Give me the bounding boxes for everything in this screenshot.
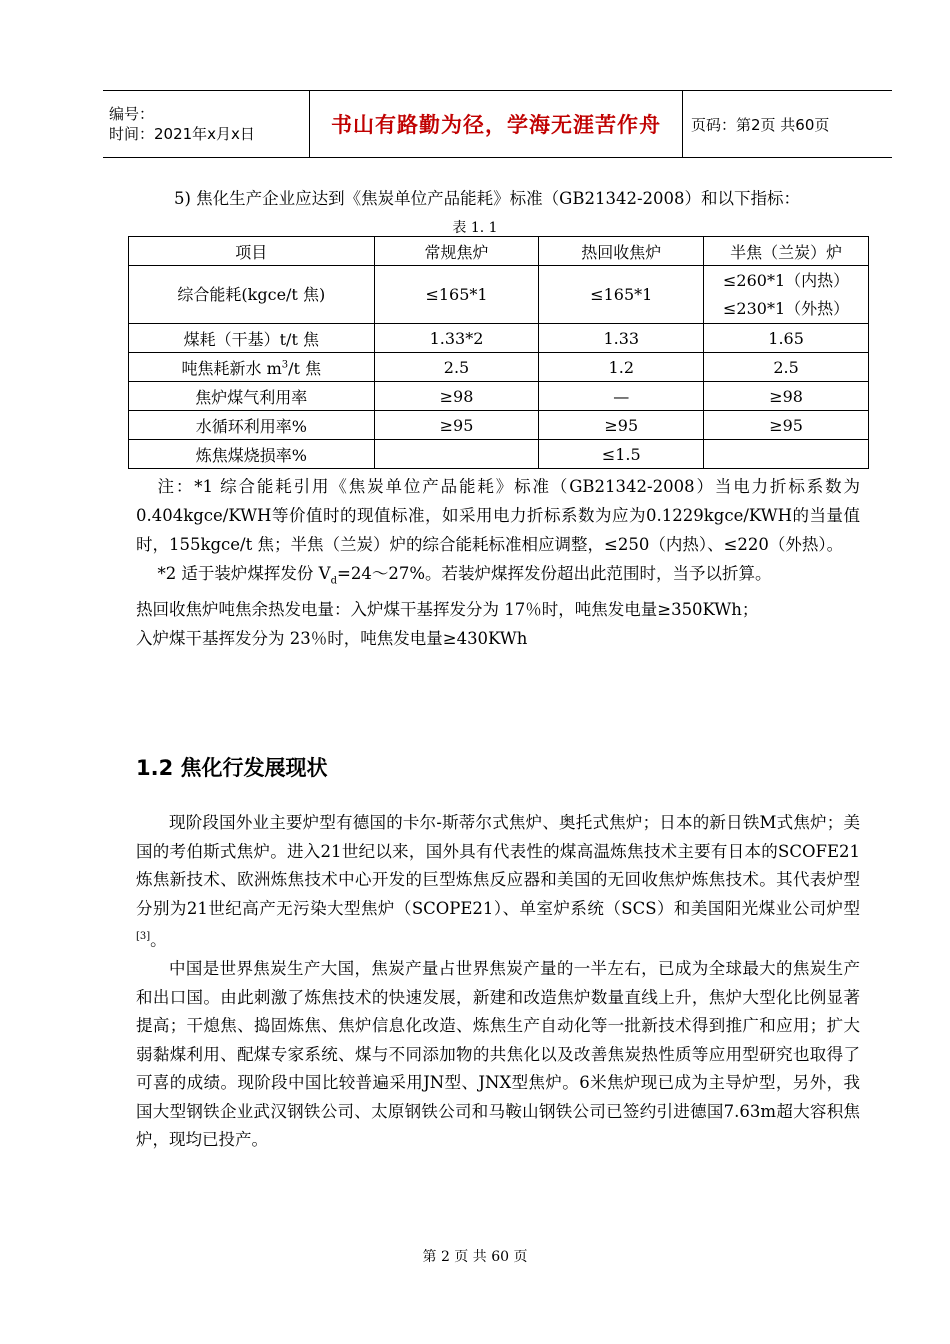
table-cell-line: ≤230*1（外热） bbox=[723, 298, 850, 318]
table-row bbox=[129, 411, 869, 440]
body-paragraph bbox=[136, 809, 860, 955]
table-row bbox=[129, 382, 869, 411]
section-heading: 1.2 焦化行发展现状 bbox=[136, 756, 328, 780]
table-cell: 焦炉煤气利用率 bbox=[129, 382, 375, 411]
table-cell: 2.5 bbox=[374, 353, 539, 382]
table-header-cell: 热回收焦炉 bbox=[539, 237, 704, 266]
table-cell: ≥98 bbox=[704, 382, 869, 411]
document-number-label: 编号： bbox=[109, 105, 155, 123]
page-footer: 第 2 页 共 60 页 bbox=[422, 1249, 528, 1265]
table-cell: 1.2 bbox=[539, 353, 704, 382]
table-cell: ≤165*1 bbox=[539, 266, 704, 324]
table-cell: ≥98 bbox=[374, 382, 539, 411]
table-cell: 炼焦煤烧损率% bbox=[129, 440, 375, 469]
note-2-text: =24～27%。若装炉煤挥发份超出此范围时，当予以折算。 bbox=[337, 564, 772, 583]
energy-indicator-table bbox=[128, 236, 869, 469]
header-meta bbox=[103, 91, 310, 158]
table-cell: ≤1.5 bbox=[539, 440, 704, 469]
table-caption: 表 1. 1 bbox=[452, 220, 498, 236]
note-4: 入炉煤干基挥发分为 23％时，吨焦发电量≥430KWh bbox=[136, 629, 528, 649]
header-motto: 书山有路勤为径，学海无涯苦作舟 bbox=[310, 91, 683, 158]
note-1: 注：*1 综合能耗引用《焦炭单位产品能耗》标准（GB21342-2008）当电力折标系数为0.404kgce/KWH等价值时的现值标准，如采用电力折标系数为应为0.1229kgce/KWH的当量值时，155kgce/t 焦；半焦（兰炭）炉的综合能耗标准相应调整，≤250（内热）、≤220（外热）。 bbox=[136, 477, 860, 554]
table-cell: 综合能耗(kgce/t 焦) bbox=[129, 266, 375, 324]
row-label-text: /t 焦 bbox=[288, 358, 322, 378]
note-3: 热回收焦炉吨焦余热发电量：入炉煤干基挥发分为 17％时，吨焦发电量≥350KWh； bbox=[136, 600, 759, 620]
table-cell: 1.33 bbox=[539, 324, 704, 353]
body-paragraph: 中国是世界焦炭生产大国，焦炭产量占世界焦炭产量的一半左右，已成为全球最大的焦炭生产和出口国。由此刺激了炼焦技术的快速发展，新建和改造焦炉数量直线上升，焦炉大型化比例显著提高；干熄焦、捣固炼焦、焦炉信息化改造、炼焦生产自动化等一批新技术得到推广和应用；扩大弱黏煤利用、配煤专家系统、煤与不同添加物的共焦化以及改善焦炭热性质等应用型研究也取得了可喜的成绩。现阶段中国比较普遍采用JN型、JNX型焦炉。6米焦炉现已成为主导炉型，另外，我国大型钢铁企业武汉钢铁公司、太原钢铁公司和马鞍山钢铁公司已签约引进德国7.63m超大容积焦炉，现均已投产。 bbox=[136, 959, 860, 1149]
subscript: d bbox=[330, 575, 337, 587]
table-row bbox=[129, 440, 869, 469]
table-cell: 1.33*2 bbox=[374, 324, 539, 353]
table-cell bbox=[374, 440, 539, 469]
table-cell: 2.5 bbox=[704, 353, 869, 382]
table-cell: — bbox=[539, 382, 704, 411]
section-body bbox=[136, 809, 860, 1155]
paragraph-text: 。 bbox=[150, 930, 167, 950]
table-cell: ≤165*1 bbox=[374, 266, 539, 324]
note-2 bbox=[136, 559, 860, 595]
paragraph-text: 现阶段国外业主要炉型有德国的卡尔-斯蒂尔式焦炉、奥托式焦炉；日本的新日铁M式焦炉；美国的考伯斯式焦炉。进入21世纪以来，国外具有代表性的煤高温炼焦技术主要有日本的SCOFE21炼焦新技术、欧洲炼焦技术中心开发的巨型炼焦反应器和美国的无回收焦炉炼焦技术。其代表炉型分别为21世纪高产无污染大型焦炉（SCOPE21）、单室炉系统（SCS）和美国阳光煤业公司炉型 bbox=[136, 813, 860, 918]
table-cell: ≥95 bbox=[539, 411, 704, 440]
table-row bbox=[129, 266, 869, 324]
table-row bbox=[129, 324, 869, 353]
table-cell-line: ≤260*1（内热） bbox=[723, 270, 850, 290]
table-header-cell: 项目 bbox=[129, 237, 375, 266]
intro-line: 5) 焦化生产企业应达到《焦炭单位产品能耗》标准（GB21342-2008）和以下指标： bbox=[174, 189, 801, 208]
superscript: 3 bbox=[281, 359, 289, 371]
note-2-text: *2 适于装炉煤挥发份 V bbox=[157, 564, 331, 583]
document-time: 时间：2021年x月x日 bbox=[109, 125, 255, 143]
row-label-text: 吨焦耗新水 m bbox=[181, 358, 282, 378]
table-cell: 水循环利用率% bbox=[129, 411, 375, 440]
table-cell: ≥95 bbox=[704, 411, 869, 440]
table-cell: ≥95 bbox=[374, 411, 539, 440]
citation-ref: [3] bbox=[136, 931, 151, 942]
table-cell bbox=[129, 353, 375, 382]
page-header bbox=[103, 90, 892, 158]
table-notes bbox=[136, 472, 860, 653]
table-header-cell: 半焦（兰炭）炉 bbox=[704, 237, 869, 266]
table-cell: 煤耗（干基）t/t 焦 bbox=[129, 324, 375, 353]
table-cell bbox=[704, 440, 869, 469]
table-cell bbox=[704, 266, 869, 324]
header-page-info: 页码：第2页 共60页 bbox=[683, 91, 893, 158]
table-row bbox=[129, 353, 869, 382]
table-cell: 1.65 bbox=[704, 324, 869, 353]
table-header-row bbox=[129, 237, 869, 266]
table-header-cell: 常规焦炉 bbox=[374, 237, 539, 266]
